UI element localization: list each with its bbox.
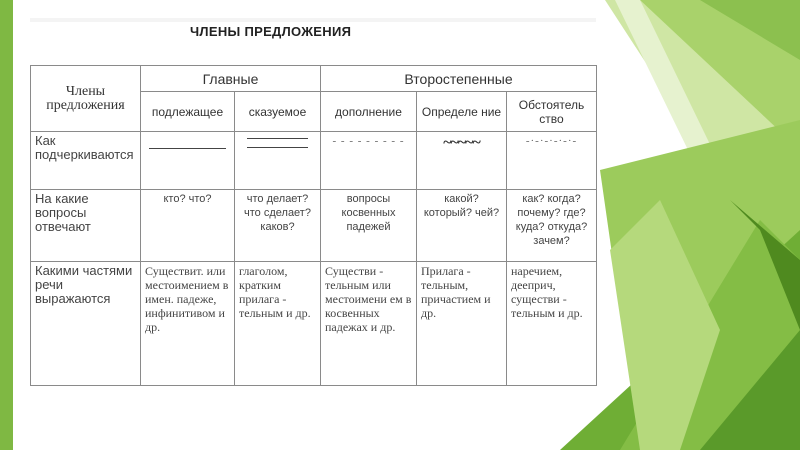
corner-label: Члены предложения [31, 66, 141, 132]
row-label-parts-of-speech: Какими частями речи выражаются [31, 262, 141, 386]
wavy-line-mark: ~~~~~ [443, 134, 480, 151]
col-header-attribute: Определе ние [417, 92, 507, 132]
left-accent-bar [0, 0, 13, 450]
col-header-object: дополнение [321, 92, 417, 132]
dashed-line-mark: - - - - - - - - - [332, 135, 405, 147]
sentence-members-table [30, 65, 597, 386]
questions-predicate: что делает? что сделает? каков? [235, 190, 321, 262]
pos-predicate: глаголом, кратким прилага - тельным и др. [235, 262, 321, 386]
slide-title: ЧЛЕНЫ ПРЕДЛОЖЕНИЯ [190, 24, 352, 39]
pos-object: Существи - тельным или местоимени ем в косвенных падежах и др. [321, 262, 417, 386]
questions-object: вопросы косвенных падежей [321, 190, 417, 262]
underline-subject [141, 132, 235, 190]
row-label-underline: Как подчеркиваются [31, 132, 141, 190]
questions-attribute: какой? который? чей? [417, 190, 507, 262]
col-header-predicate: сказуемое [235, 92, 321, 132]
double-line-mark-bottom [247, 147, 308, 148]
double-line-mark-top [247, 138, 308, 139]
col-header-subject: подлежащее [141, 92, 235, 132]
dash-dot-line-mark: -·-·-·-·-·- [525, 135, 578, 147]
pos-subject: Существит. или местоимением в имен. падеже, инфинитивом и др. [141, 262, 235, 386]
underline-object [321, 132, 417, 190]
col-header-adverbial: Обстоятель ство [507, 92, 597, 132]
row-label-questions: На какие вопросы отвечают [31, 190, 141, 262]
single-line-mark [149, 148, 226, 149]
top-strip [30, 18, 596, 22]
group-secondary-header: Второстепенные [321, 66, 597, 92]
group-main-header: Главные [141, 66, 321, 92]
underline-predicate [235, 132, 321, 190]
underline-adverbial [507, 132, 597, 190]
pos-attribute: Прилага - тельным, причастием и др. [417, 262, 507, 386]
pos-adverbial: наречием, дееприч, существи - тельным и др. [507, 262, 597, 386]
questions-adverbial: как? когда? почему? где? куда? откуда? зачем? [507, 190, 597, 262]
underline-attribute [417, 132, 507, 190]
questions-subject: кто? что? [141, 190, 235, 262]
